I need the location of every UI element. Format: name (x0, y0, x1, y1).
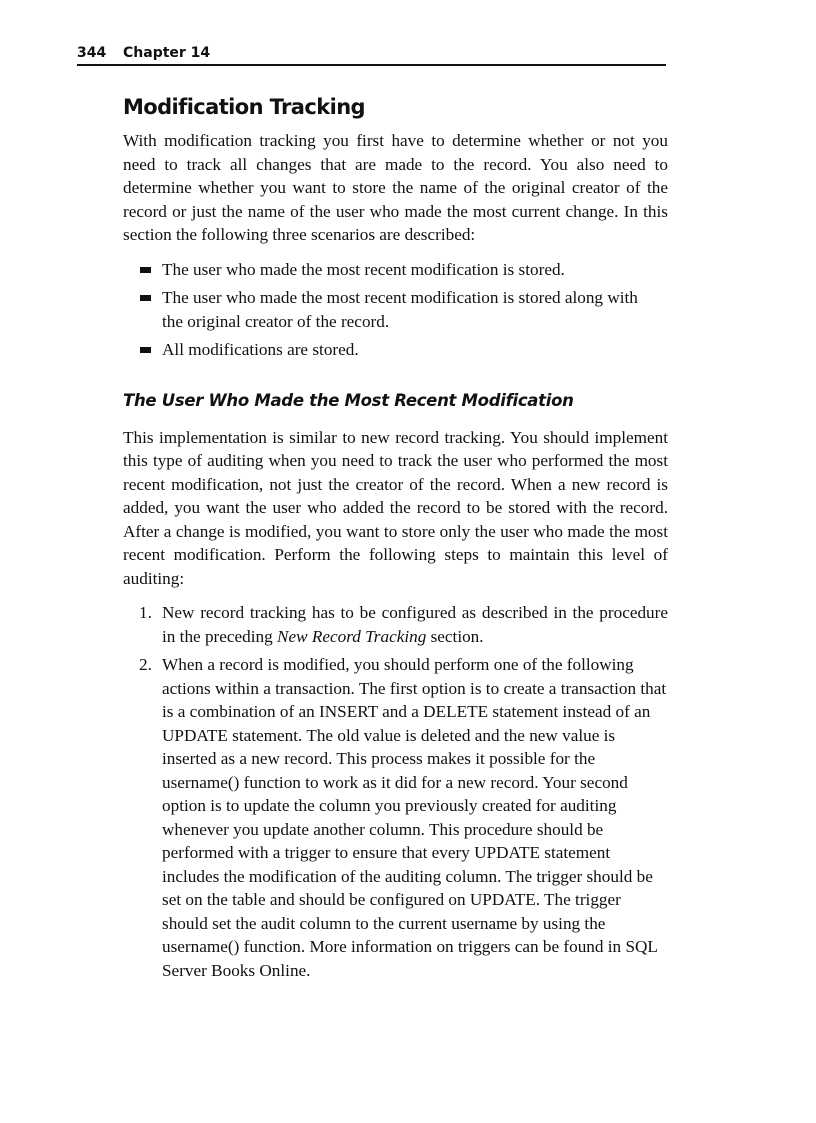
scenario-list (123, 258, 668, 362)
step-text: When a record is modified, you should perform one of the following actions within a transaction. The first option is to create a transaction that is a combination of an INSERT and a DELETE statement instead of an UPDATE statement. The old value is deleted and the new value is inserted as a new record. This process makes it possible for the username() function to work as it did for a new record. Your second option is to update the column you previously created for auditing whenever you update another column. This procedure should be performed with a trigger to ensure that every UPDATE statement includes the modification of the auditing column. The trigger should be set on the table and should be configured on UPDATE. The trigger should set the audit column to the current username by using the username() function. More information on triggers can be found in SQL Server Books Online. (162, 655, 667, 980)
section-title: Modification Tracking (123, 95, 365, 119)
list-item: All modifications are stored. (162, 338, 668, 362)
steps-list (123, 601, 668, 982)
step-number: 1. (139, 603, 152, 622)
list-item: The user who made the most recent modification is stored. (162, 258, 668, 282)
intro-paragraph: With modification tracking you first have to determine whether or not you need to track all changes that are made to the record. You also need to determine whether you want to store the name of the original creator of the record or just the name of the user who made the most current change. In this section the following three scenarios are described: (123, 131, 668, 244)
list-item (139, 653, 668, 982)
emphasis-reference: New Record Tracking (277, 626, 427, 646)
chapter-label: Chapter 14 (123, 45, 211, 61)
square-bullet-icon (140, 267, 151, 273)
square-bullet-icon (140, 295, 151, 301)
step-number: 2. (139, 655, 152, 674)
list-item (139, 601, 668, 648)
subsection-title: The User Who Made the Most Recent Modification (123, 390, 574, 410)
square-bullet-icon (140, 347, 151, 353)
list-item: The user who made the most recent modification is stored along with the original creator of the record. (162, 286, 668, 333)
subsection-paragraph: This implementation is similar to new record tracking. You should implement this type of auditing when you need to track the user who performed the most recent modification, not just the creator of the record. When a new record is added, you want the user who added the record to be stored with the record. After a change is modified, you want to store only the user who made the most recent modification. Perform the following steps to maintain this level of auditing: (123, 427, 668, 588)
running-header (77, 44, 666, 66)
page-number: 344 (77, 45, 107, 61)
page-content (123, 92, 668, 987)
step-text: New record tracking has to be configured as described in the procedure in the preceding New Record Tracking section. (162, 603, 668, 646)
